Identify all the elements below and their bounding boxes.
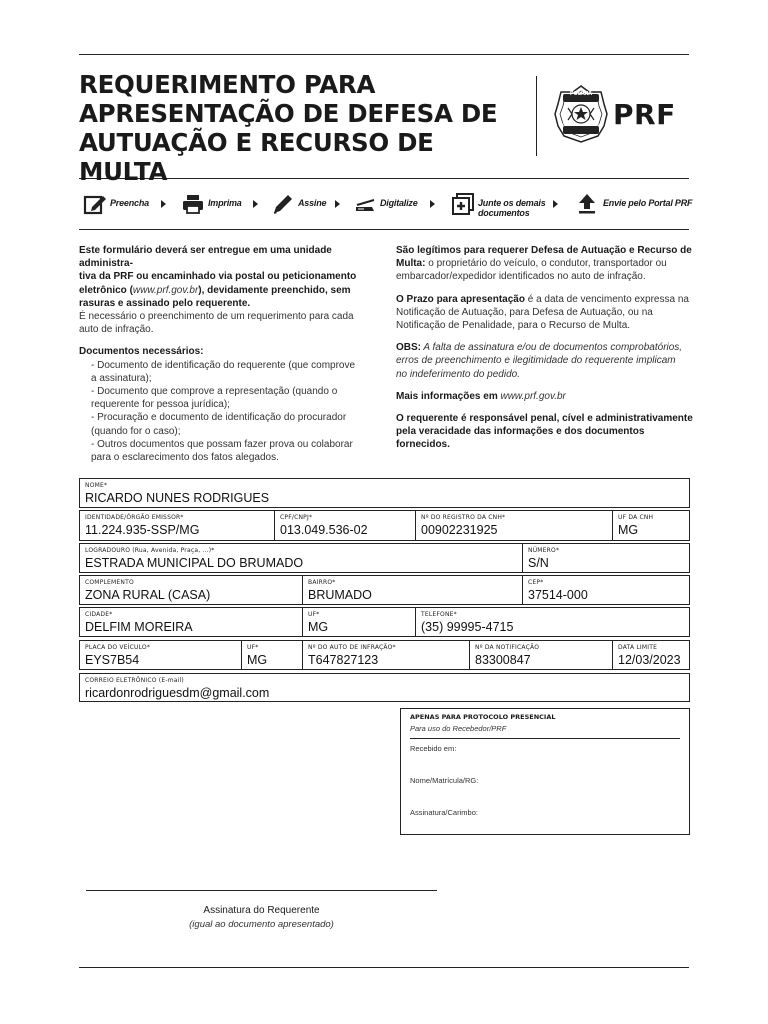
portal-link[interactable]: www.prf.gov.br xyxy=(132,284,199,296)
list-item: - Procuração e documento de identificação do procurador xyxy=(91,412,347,424)
chevron-right-icon xyxy=(553,200,558,208)
step-digitalize xyxy=(353,192,418,220)
protocol-received: Recebido em: xyxy=(410,744,457,753)
field-value: 00902231925 xyxy=(421,523,498,537)
field-value: 83300847 xyxy=(475,653,531,667)
info-right xyxy=(396,244,696,452)
form-row-complement xyxy=(79,575,690,605)
field-label: BAIRRO* xyxy=(308,579,336,586)
docs-list xyxy=(79,359,379,465)
complemento-field[interactable] xyxy=(80,576,302,604)
step-label: Imprima xyxy=(208,198,242,208)
field-label: NÚMERO* xyxy=(528,547,560,554)
field-label: IDENTIDADE/ÓRGÃO EMISSOR* xyxy=(85,514,184,521)
step-label: Assine xyxy=(298,198,327,208)
field-label: CIDADE* xyxy=(85,611,113,618)
bairro-field[interactable] xyxy=(303,576,521,604)
nome-field[interactable] xyxy=(80,479,689,507)
title-line-3: AUTUAÇÃO E RECURSO DE MULTA xyxy=(79,128,434,186)
list-item: (quando for o caso); xyxy=(91,425,181,437)
title-line-2: APRESENTAÇÃO DE DEFESA DE xyxy=(79,99,498,128)
title-line-1: REQUERIMENTO PARA xyxy=(79,70,376,99)
step-imprima xyxy=(181,192,242,220)
cep-field[interactable] xyxy=(523,576,689,604)
field-value: RICARDO NUNES RODRIGUES xyxy=(85,491,270,505)
field-label: UF DA CNH xyxy=(618,514,654,521)
email-field[interactable] xyxy=(80,674,689,701)
field-label: Nº DO REGISTRO DA CNH* xyxy=(421,514,506,521)
field-label: CEP* xyxy=(528,579,544,586)
uf-veiculo-field[interactable] xyxy=(242,641,302,669)
prazo-text: O Prazo para apresentação xyxy=(396,293,525,305)
printer-icon xyxy=(181,192,205,216)
list-item: requerente for pessoa jurídica); xyxy=(91,399,230,411)
responsibility-text: pela veracidade das informações e dos documentos fornecidos. xyxy=(396,426,645,451)
form-row-city xyxy=(79,607,690,637)
signature-line xyxy=(86,890,437,891)
intro-text: auto de infração. xyxy=(79,324,154,336)
field-value: ricardonrodriguesdm@gmail.com xyxy=(85,686,270,700)
step-envie xyxy=(576,192,692,220)
form-row-documents xyxy=(79,510,690,541)
field-label: PLACA DO VEÍCULO* xyxy=(85,644,151,651)
prazo-text: Notificação de Penalidade, para o Recurso de Multa. xyxy=(396,320,631,332)
signature-note: (igual ao documento apresentado) xyxy=(189,919,334,930)
badge-bottom-text: RODOVIÁRIA FEDERAL xyxy=(561,123,601,127)
field-label: NOME* xyxy=(85,482,108,489)
step-junte xyxy=(451,192,548,220)
intro-text: rasuras e assinado pelo requerente. xyxy=(79,297,251,309)
cidade-field[interactable] xyxy=(80,608,302,636)
badge-top-text: POLÍCIA xyxy=(569,91,593,97)
prazo-text: é a data de vencimento expressa na xyxy=(524,293,689,305)
numero-field[interactable] xyxy=(523,544,689,572)
auto-infracao-field[interactable] xyxy=(303,641,469,669)
cpf-field[interactable] xyxy=(275,511,415,540)
step-label: Digitalize xyxy=(380,198,418,208)
field-label: DATA LIMITE xyxy=(618,644,658,651)
chevron-right-icon xyxy=(253,200,258,208)
legit-text: embarcador/expedidor identificados no auto de infração. xyxy=(396,271,646,283)
field-value: S/N xyxy=(528,556,549,570)
upload-icon xyxy=(576,192,600,216)
field-value: MG xyxy=(618,523,639,537)
top-rule xyxy=(79,54,689,55)
protocol-box xyxy=(400,708,690,835)
field-label: CPF/CNPJ* xyxy=(280,514,313,521)
bottom-rule xyxy=(79,967,689,968)
more-info-label: Mais informações em xyxy=(396,390,501,402)
chevron-right-icon xyxy=(335,200,340,208)
list-item: - Outros documentos que possam fazer prova ou colaborar xyxy=(91,438,353,450)
field-value: ESTRADA MUNICIPAL DO BRUMADO xyxy=(85,556,304,570)
notificacao-field[interactable] xyxy=(470,641,612,669)
intro-text: Este formulário deverá ser entregue em uma unidade administra- xyxy=(79,245,332,270)
field-value: DELFIM MOREIRA xyxy=(85,620,193,634)
field-value: 12/03/2023 xyxy=(618,653,681,667)
field-value: EYS7B54 xyxy=(85,653,140,667)
step-assine xyxy=(271,192,326,220)
field-value: 11.224.935-SSP/MG xyxy=(85,523,200,537)
form-row-address xyxy=(79,543,690,573)
field-label: COMPLEMENTO xyxy=(85,579,134,586)
field-value: MG xyxy=(308,620,329,634)
field-value: (35) 99995-4715 xyxy=(421,620,514,634)
protocol-name: Nome/Matrícula/RG: xyxy=(410,776,479,785)
field-label: LOGRADOURO (Rua, Avenida, Praça, ...)* xyxy=(85,547,215,554)
responsibility-text: O requerente é responsável penal, cível e administrativamente xyxy=(396,413,693,425)
obs-label: OBS: xyxy=(396,342,421,354)
obs-text: erros de preenchimento e ilegitimidade do requerente implicam xyxy=(396,355,676,367)
plus-square-icon xyxy=(451,192,475,216)
field-value: 013.049.536-02 xyxy=(280,523,368,537)
field-value: MG xyxy=(247,653,268,667)
field-value: 37514-000 xyxy=(528,588,588,602)
field-label: UF* xyxy=(247,644,259,651)
field-label: Nº DO AUTO DE INFRAÇÃO* xyxy=(308,644,396,651)
field-label: UF* xyxy=(308,611,320,618)
identidade-field[interactable] xyxy=(80,511,274,540)
intro-text: eletrônico ( xyxy=(79,284,133,296)
pen-icon xyxy=(271,192,295,216)
intro-text: tiva da PRF ou encaminhado via postal ou peticionamento xyxy=(79,271,357,283)
data-limite-field[interactable] xyxy=(613,641,689,669)
step-label: Preencha xyxy=(110,198,149,208)
prf-logo-text: PRF xyxy=(613,98,676,131)
docs-title: Documentos necessários: xyxy=(79,346,204,358)
steps-rule xyxy=(79,229,689,230)
field-label: Nº DA NOTIFICAÇÃO xyxy=(475,644,540,651)
info-left xyxy=(79,244,379,464)
protocol-divider xyxy=(410,738,680,739)
cnh-field[interactable] xyxy=(416,511,612,540)
list-item: - Documento de identificação do requerente (que comprove xyxy=(91,359,356,371)
scanner-icon xyxy=(353,192,377,216)
telefone-field[interactable] xyxy=(416,608,689,636)
field-value: BRUMADO xyxy=(308,588,372,602)
chevron-right-icon xyxy=(161,200,166,208)
legit-text: São legítimos para requerer Defesa de Autuação e Recurso de xyxy=(396,245,692,256)
page-title xyxy=(79,70,529,186)
field-value: T647827123 xyxy=(308,653,379,667)
logradouro-field[interactable] xyxy=(80,544,522,572)
protocol-signature: Assinatura/Carimbo: xyxy=(410,808,478,817)
step-preencha xyxy=(83,192,149,220)
obs-text: A falta de assinatura e/ou de documentos comprobatórios, xyxy=(421,342,683,354)
placa-field[interactable] xyxy=(80,641,241,669)
list-item: a assinatura); xyxy=(91,372,152,384)
uf-field[interactable] xyxy=(303,608,415,636)
field-label: CORREIO ELETRÔNICO (E-mail) xyxy=(85,677,184,684)
protocol-title: APENAS PARA PROTOCOLO PRESENCIAL xyxy=(410,713,556,721)
form-row-nome xyxy=(79,478,690,508)
prazo-text: Notificação de Autuação, para Defesa de Autuação, ou na xyxy=(396,306,653,318)
obs-text: no indeferimento do pedido. xyxy=(396,368,520,380)
step-label: Envie pelo Portal PRF xyxy=(603,198,693,208)
field-value: ZONA RURAL (CASA) xyxy=(85,588,211,602)
signature-label: Assinatura do Requerente xyxy=(203,905,320,916)
legit-text: o proprietário do veículo, o condutor, transportador ou xyxy=(425,258,667,270)
uf-cnh-field[interactable] xyxy=(613,511,689,540)
form-row-email xyxy=(79,673,690,702)
list-item: para o esclarecimento dos fatos alegados. xyxy=(91,452,279,464)
protocol-subtitle: Para uso do Recebedor/PRF xyxy=(410,724,507,733)
intro-text: ), devidamente preenchido, sem xyxy=(198,284,351,296)
list-item: - Documento que comprove a representação (quando o xyxy=(91,386,338,398)
field-label: TELEFONE* xyxy=(421,611,457,618)
form-row-vehicle xyxy=(79,640,690,670)
step-label: Junte os demais documentos xyxy=(478,198,546,218)
legit-text: Multa: xyxy=(396,258,426,270)
intro-text: É necessário o preenchimento de um requerimento para cada xyxy=(79,311,354,323)
more-info-link[interactable]: www.prf.gov.br xyxy=(500,390,566,402)
header-divider xyxy=(536,76,537,156)
chevron-right-icon xyxy=(430,200,435,208)
pencil-square-icon xyxy=(83,192,107,216)
